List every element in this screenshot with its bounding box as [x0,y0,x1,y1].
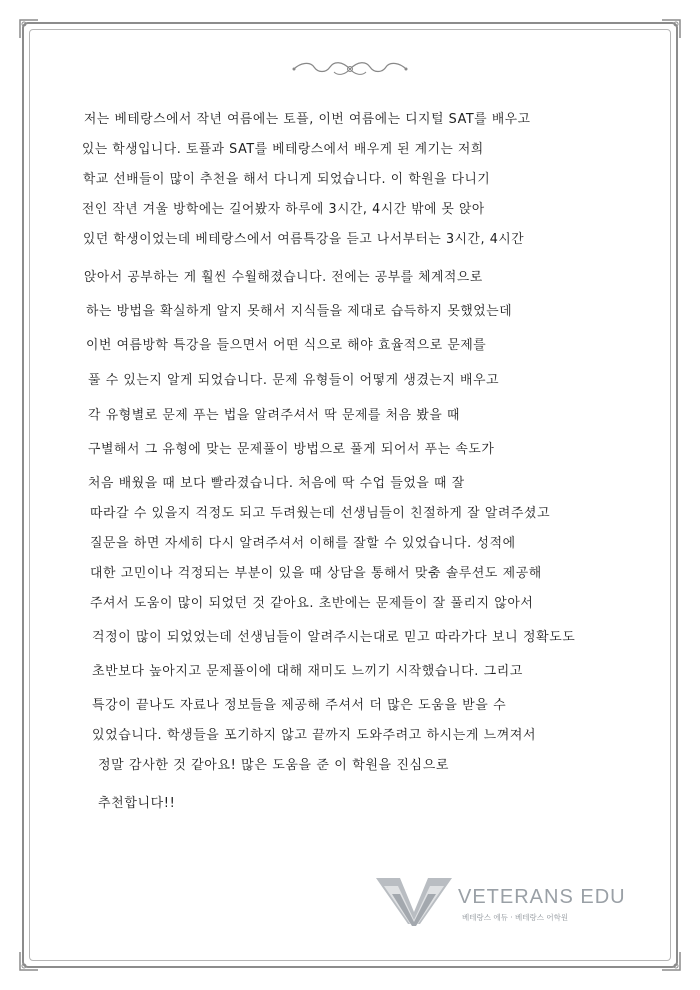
letter-line: 각 유형별로 문제 푸는 법을 알려주셔서 딱 문제를 처음 봤을 때 [88,408,461,423]
letter-line: 질문을 하면 자세히 다시 알려주셔서 이해를 잘할 수 있었습니다. 성적에 [90,536,516,551]
letter-line: 있었습니다. 학생들을 포기하지 않고 끝까지 도와주려고 하시는게 느껴져서 [92,728,537,743]
letter-line: 구별해서 그 유형에 맞는 문제풀이 방법으로 풀게 되어서 푸는 속도가 [88,442,495,457]
corner-ornament-icon [18,18,40,40]
letter-line: 이번 여름방학 특강을 들으면서 어떤 식으로 해야 효율적으로 문제를 [86,338,487,353]
letter-line: 대한 고민이나 걱정되는 부분이 있을 때 상담을 통해서 맞춤 솔루션도 제공해 [90,566,542,581]
letter-line: 전인 작년 겨울 방학에는 길어봤자 하루에 3시간, 4시간 밖에 못 앉아 [82,202,485,217]
corner-ornament-icon [18,950,40,972]
letter-line: 학교 선배들이 많이 추천을 해서 다니게 되었습니다. 이 학원을 다니기 [83,172,491,187]
handwritten-letter [84,105,624,819]
letter-line: 주셔서 도움이 많이 되었던 것 같아요. 초반에는 문제들이 잘 풀리지 않아서 [90,596,534,611]
letter-line: 정말 감사한 것 같아요! 많은 도움을 준 이 학원을 진심으로 [98,758,450,773]
letter-line: 하는 방법을 확실하게 알지 못해서 지식들을 제대로 습득하지 못했었는데 [86,304,513,319]
letter-line: 특강이 끝나도 자료나 정보들을 제공해 주셔서 더 많은 도움을 받을 수 [92,698,507,713]
letter-line: 처음 배웠을 때 보다 빨라졌습니다. 처음에 딱 수업 들었을 때 잘 [88,476,465,491]
letter-line: 따라갈 수 있을지 걱정도 되고 두려웠는데 선생님들이 친절하게 잘 알려주셨고 [90,506,551,521]
letter-line: 걱정이 많이 되었었는데 선생님들이 알려주시는대로 믿고 따라가다 보니 정확도도 [92,630,576,645]
corner-ornament-icon [660,950,682,972]
letter-line: 저는 베테랑스에서 작년 여름에는 토플, 이번 여름에는 디지털 SAT를 배우고 [84,112,531,127]
letter-line: 있는 학생입니다. 토플과 SAT를 베테랑스에서 배우게 된 계기는 저희 [82,142,484,157]
corner-ornament-icon [660,18,682,40]
logo-title: VETERANS EDU [458,886,626,908]
letter-line: 풀 수 있는지 알게 되었습니다. 문제 유형들이 어떻게 생겼는지 배우고 [88,373,500,388]
wings-logo-icon [372,872,456,928]
logo-subtitle: 베테랑스 에듀 · 베테랑스 어학원 [462,913,569,922]
letter-line: 추천합니다!! [98,796,176,811]
header-flourish-icon [290,58,410,80]
veterans-edu-logo [372,872,642,932]
letter-line: 앉아서 공부하는 게 훨씬 수월해졌습니다. 전에는 공부를 체계적으로 [84,270,483,285]
letter-line: 초반보다 높아지고 문제풀이에 대해 재미도 느끼기 시작했습니다. 그리고 [92,664,523,679]
letter-line: 있던 학생이었는데 베테랑스에서 여름특강을 듣고 나서부터는 3시간, 4시간 [83,232,525,247]
